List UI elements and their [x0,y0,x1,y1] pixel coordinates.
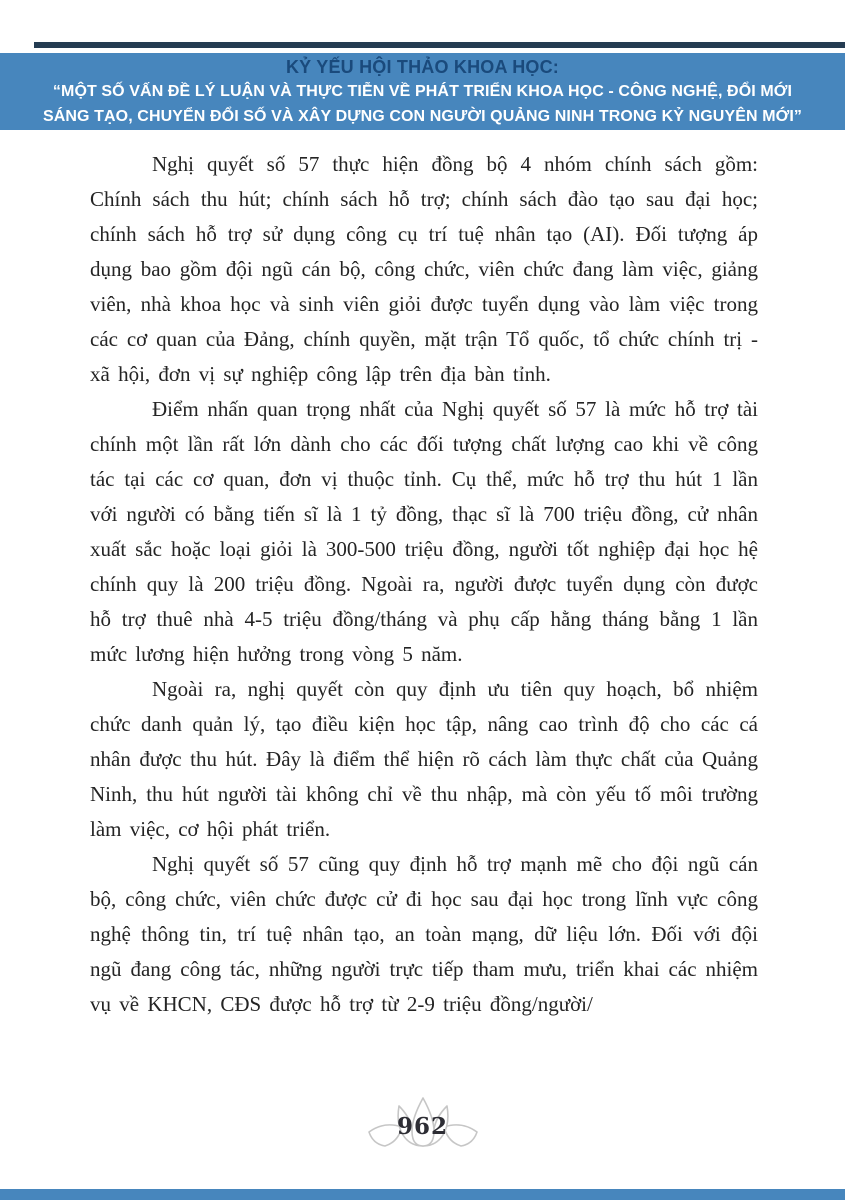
banner-title: KỶ YẾU HỘI THẢO KHOA HỌC: [285,56,559,77]
paragraph-3: Ngoài ra, nghị quyết còn quy định ưu tiên quy hoạch, bổ nhiệm chức danh quản lý, tạo điều kiện học tập, nâng cao trình độ cho các cá nhân được thu hút. Đây là điểm thể hiện rõ cách làm thực chất của Quảng Ninh, thu hút người tài không chỉ về thu nhập, mà còn yếu tố môi trường làm việc, cơ hội phát triển. [90,677,758,841]
top-edge-strip [34,42,845,48]
conference-banner [0,53,845,130]
banner-subtitle-line2: SÁNG TẠO, CHUYỂN ĐỔI SỐ VÀ XÂY DỰNG CON NGƯỜI QUẢNG NINH TRONG KỶ NGUYÊN MỚI” [42,107,803,125]
bottom-edge-bar [0,1189,845,1200]
page-body [90,147,758,1022]
paragraph-2: Điểm nhấn quan trọng nhất của Nghị quyết số 57 là mức hỗ trợ tài chính một lần rất lớn dành cho các đối tượng chất lượng cao khi về công tác tại các cơ quan, đơn vị thuộc tỉnh. Cụ thể, mức hỗ trợ thu hút 1 lần với người có bằng tiến sĩ là 1 tỷ đồng, thạc sĩ là 700 triệu đồng, cử nhân xuất sắc hoặc loại giỏi là 300-500 triệu đồng, người tốt nghiệp đại học hệ chính quy là 200 triệu đồng. Ngoài ra, người được tuyển dụng còn được hỗ trợ thuê nhà 4-5 triệu đồng/tháng và phụ cấp hằng tháng bằng 1 lần mức lương hiện hưởng trong vòng 5 năm. [90,397,758,666]
paragraph-4: Nghị quyết số 57 cũng quy định hỗ trợ mạnh mẽ cho đội ngũ cán bộ, công chức, viên chức được cử đi học sau đại học trong lĩnh vực công nghệ thông tin, trí tuệ nhân tạo, an toàn mạng, dữ liệu lớn. Đối với đội ngũ đang công tác, những người trực tiếp tham mưu, triển khai các nhiệm vụ về KHCN, CĐS được hỗ trợ từ 2-9 triệu đồng/người/ [90,852,758,1016]
paragraph-1: Nghị quyết số 57 thực hiện đồng bộ 4 nhóm chính sách gồm: Chính sách thu hút; chính sách hỗ trợ; chính sách đào tạo sau đại học; chính sách hỗ trợ sử dụng công cụ trí tuệ nhân tạo (AI). Đối tượng áp dụng bao gồm đội ngũ cán bộ, công chức, viên chức đang làm việc, giảng viên, nhà khoa học và sinh viên giỏi được tuyển dụng vào làm việc trong các cơ quan của Đảng, chính quyền, mặt trận Tổ quốc, tổ chức chính trị - xã hội, đơn vị sự nghiệp công lập trên địa bàn tỉnh. [90,152,758,386]
page-footer [0,1096,845,1154]
page-number: 962 [396,1113,448,1140]
page-number-ornament [364,1096,482,1154]
banner-subtitle-line1: “MỘT SỐ VẤN ĐỀ LÝ LUẬN VÀ THỰC TIỄN VỀ PHÁT TRIỂN KHOA HỌC - CÔNG NGHỆ, ĐỔI MỚI [52,82,793,100]
